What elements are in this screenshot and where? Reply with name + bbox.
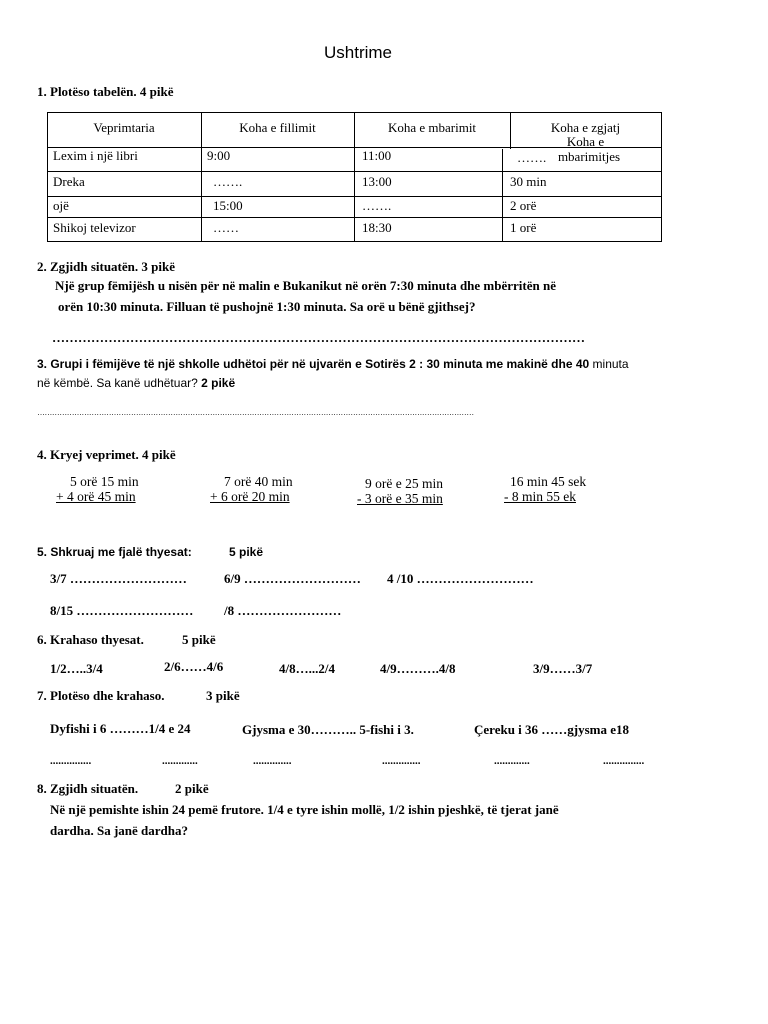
table-cell: 11:00 [362,148,392,163]
table-cell: 18:30 [362,220,392,235]
answer-dots: ............. [494,755,530,767]
operation [357,476,443,506]
table-cell: 2 orë [510,198,537,213]
operation [504,474,586,504]
q3-text-minuta: minuta [592,357,629,371]
answer-dots: .............. [382,755,421,767]
q3-text-line2 [37,376,235,390]
table-cell: ojë [53,198,69,213]
activity-table [47,112,662,242]
q5-points: 5 pikë [229,545,264,559]
table-cell: …… [213,220,239,235]
q2-text-line2: orën 10:30 minuta. Filluan të pushojnë 1:30 minuta. Sa orë u bënë gjithsej? [58,299,476,314]
table-cell: 9:00 [207,148,231,163]
q8-points: 2 pikë [175,781,209,796]
q1-heading: 1. Plotëso tabelën. 4 pikë [37,84,174,99]
fraction-item: /8 …………………… [224,603,342,618]
q4-heading: 4. Kryej veprimet. 4 pikë [37,447,176,462]
table-cell: ……. [517,150,547,165]
q3-text-line1 [37,357,629,371]
table-cell: 13:00 [362,174,392,189]
comparison-item: 4/8…...2/4 [279,661,335,676]
table-cell: Shikoj televizor [53,220,136,235]
table-row-line [47,196,662,197]
answer-dots: ............... [603,755,645,767]
operation [210,474,293,504]
q3-text: në këmbë. Sa kanë udhëtuar? [37,376,198,390]
table-cell: ……. [213,174,243,189]
operation [56,474,139,504]
table-header: mbarimitjes [557,149,621,164]
fraction-item: 4 /10 ……………………… [387,571,534,586]
table-header: Veprimtaria [93,120,155,135]
operation-bottom: - 3 orë e 35 min [357,491,443,506]
operation-bottom: + 4 orë 45 min [56,489,136,504]
table-border-right [661,112,662,242]
table-cell: 15:00 [213,198,243,213]
table-row-line [47,171,662,172]
comparison-item: 2/6……4/6 [164,659,224,674]
table-cell: 1 orë [510,220,537,235]
q7-points: 3 pikë [206,688,240,703]
compare-item: Çereku i 36 ……gjysma e18 [474,722,630,737]
answer-dots: ............... [50,755,92,767]
table-header: Koha e zgjatj [550,120,621,135]
table-cell: Dreka [53,174,85,189]
comparison-item: 1/2…..3/4 [50,661,103,676]
q2-text-line1: Një grup fëmijësh u nisën për në malin e Bukanikut në orën 7:30 minuta dhe mbërritën në [55,278,556,293]
table-border-bottom [47,241,662,242]
operation-top: 5 orë 15 min [70,474,139,489]
q3-answer-line: …………………………………………………………………………………………………………………………………………………………… [37,408,474,417]
operation-top: 9 orë e 25 min [365,476,443,491]
q8-text-line2: dardha. Sa janë dardha? [50,823,188,838]
operation-bottom: - 8 min 55 ek [504,489,576,504]
table-header: Koha e [566,134,605,149]
table-header: Koha e mbarimit [387,120,477,135]
comparison-item: 4/9……….4/8 [380,661,456,676]
fraction-item: 6/9 ……………………… [224,571,361,586]
q5-heading: 5. Shkruaj me fjalë thyesat: [37,545,192,559]
q3-points: 2 pikë [201,376,236,390]
q6-heading: 6. Krahaso thyesat. [37,632,144,647]
page-title: Ushtrime [323,43,392,62]
operation-top: 7 orë 40 min [224,474,293,489]
q7-heading: 7. Plotëso dhe krahaso. [37,688,165,703]
table-row-line [47,217,662,218]
q6-points: 5 pikë [182,632,216,647]
operation-top: 16 min 45 sek [510,474,587,489]
q2-answer-line: …………………………………………………………………………………………………………… [52,330,585,345]
table-cell: Lexim i një libri [53,148,138,163]
fraction-item: 8/15 ……………………… [50,603,194,618]
answer-dots: .............. [253,755,292,767]
table-cell: ……. [362,198,392,213]
fraction-item: 3/7 ……………………… [50,571,187,586]
compare-item: Dyfishi i 6 ………1/4 e 24 [50,721,191,736]
q8-text-line1: Në një pemishte ishin 24 pemë frutore. 1/4 e tyre ishin mollë, 1/2 ishin pjeshkë, të tjerat janë [50,802,559,817]
table-cell: 30 min [510,174,547,189]
answer-dots: ............. [162,755,198,767]
q2-heading: 2. Zgjidh situatën. 3 pikë [37,259,175,274]
comparison-item: 3/9……3/7 [533,661,593,676]
q8-heading: 8. Zgjidh situatën. [37,781,139,796]
table-border-top [47,112,662,113]
table-header: Koha e fillimit [239,120,316,135]
operation-bottom: + 6 orë 20 min [210,489,290,504]
q3-text: 3. Grupi i fëmijëve të një shkolle udhëtoi për në ujvarën e Sotirës 2 : 30 minuta me makinë dhe 40 [37,357,590,371]
compare-item: Gjysma e 30……….. 5-fishi i 3. [242,722,414,737]
